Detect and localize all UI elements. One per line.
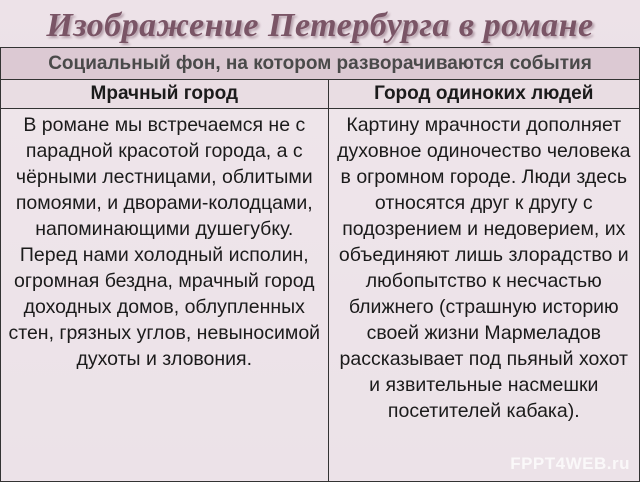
gloomy-city-text: В романе мы встречаемся не с парадной красотой города, а с чёрными лестницами, облитыми помоями, и дворами-колодцами, напоминающими душегубку. Перед нами холодный исполин, огромная бездна, мрачный город доходных домов, облупленных стен, грязных углов, невыносимой духоты и зловония. [8,114,321,370]
table-body-row [1,109,640,482]
table-caption-row [1,48,640,80]
column-header-lonely-city: Город одиноких людей [328,80,639,109]
lonely-city-text: Картину мрачности дополняет духовное одиночество человека в огромном городе. Люди здесь относятся друг к другу с подозрением и недоверием, их объединяют лишь злорадство и любопытство к несчастью ближнего (страшную историю своей жизни Мармеладов рассказывает под пьяный хохот и язвительные насмешки посетителей кабака). [337,114,631,422]
table-header-row [1,80,640,109]
gloomy-city-cell [1,109,329,482]
comparison-table [0,47,640,482]
slide-title: Изображение Петербурга в романе [46,7,594,44]
watermark: FPPT4WEB.ru [510,454,630,473]
lonely-city-cell [328,109,639,482]
column-header-gloomy-city: Мрачный город [1,80,329,109]
table-caption: Социальный фон, на котором разворачиваются события [1,48,640,80]
